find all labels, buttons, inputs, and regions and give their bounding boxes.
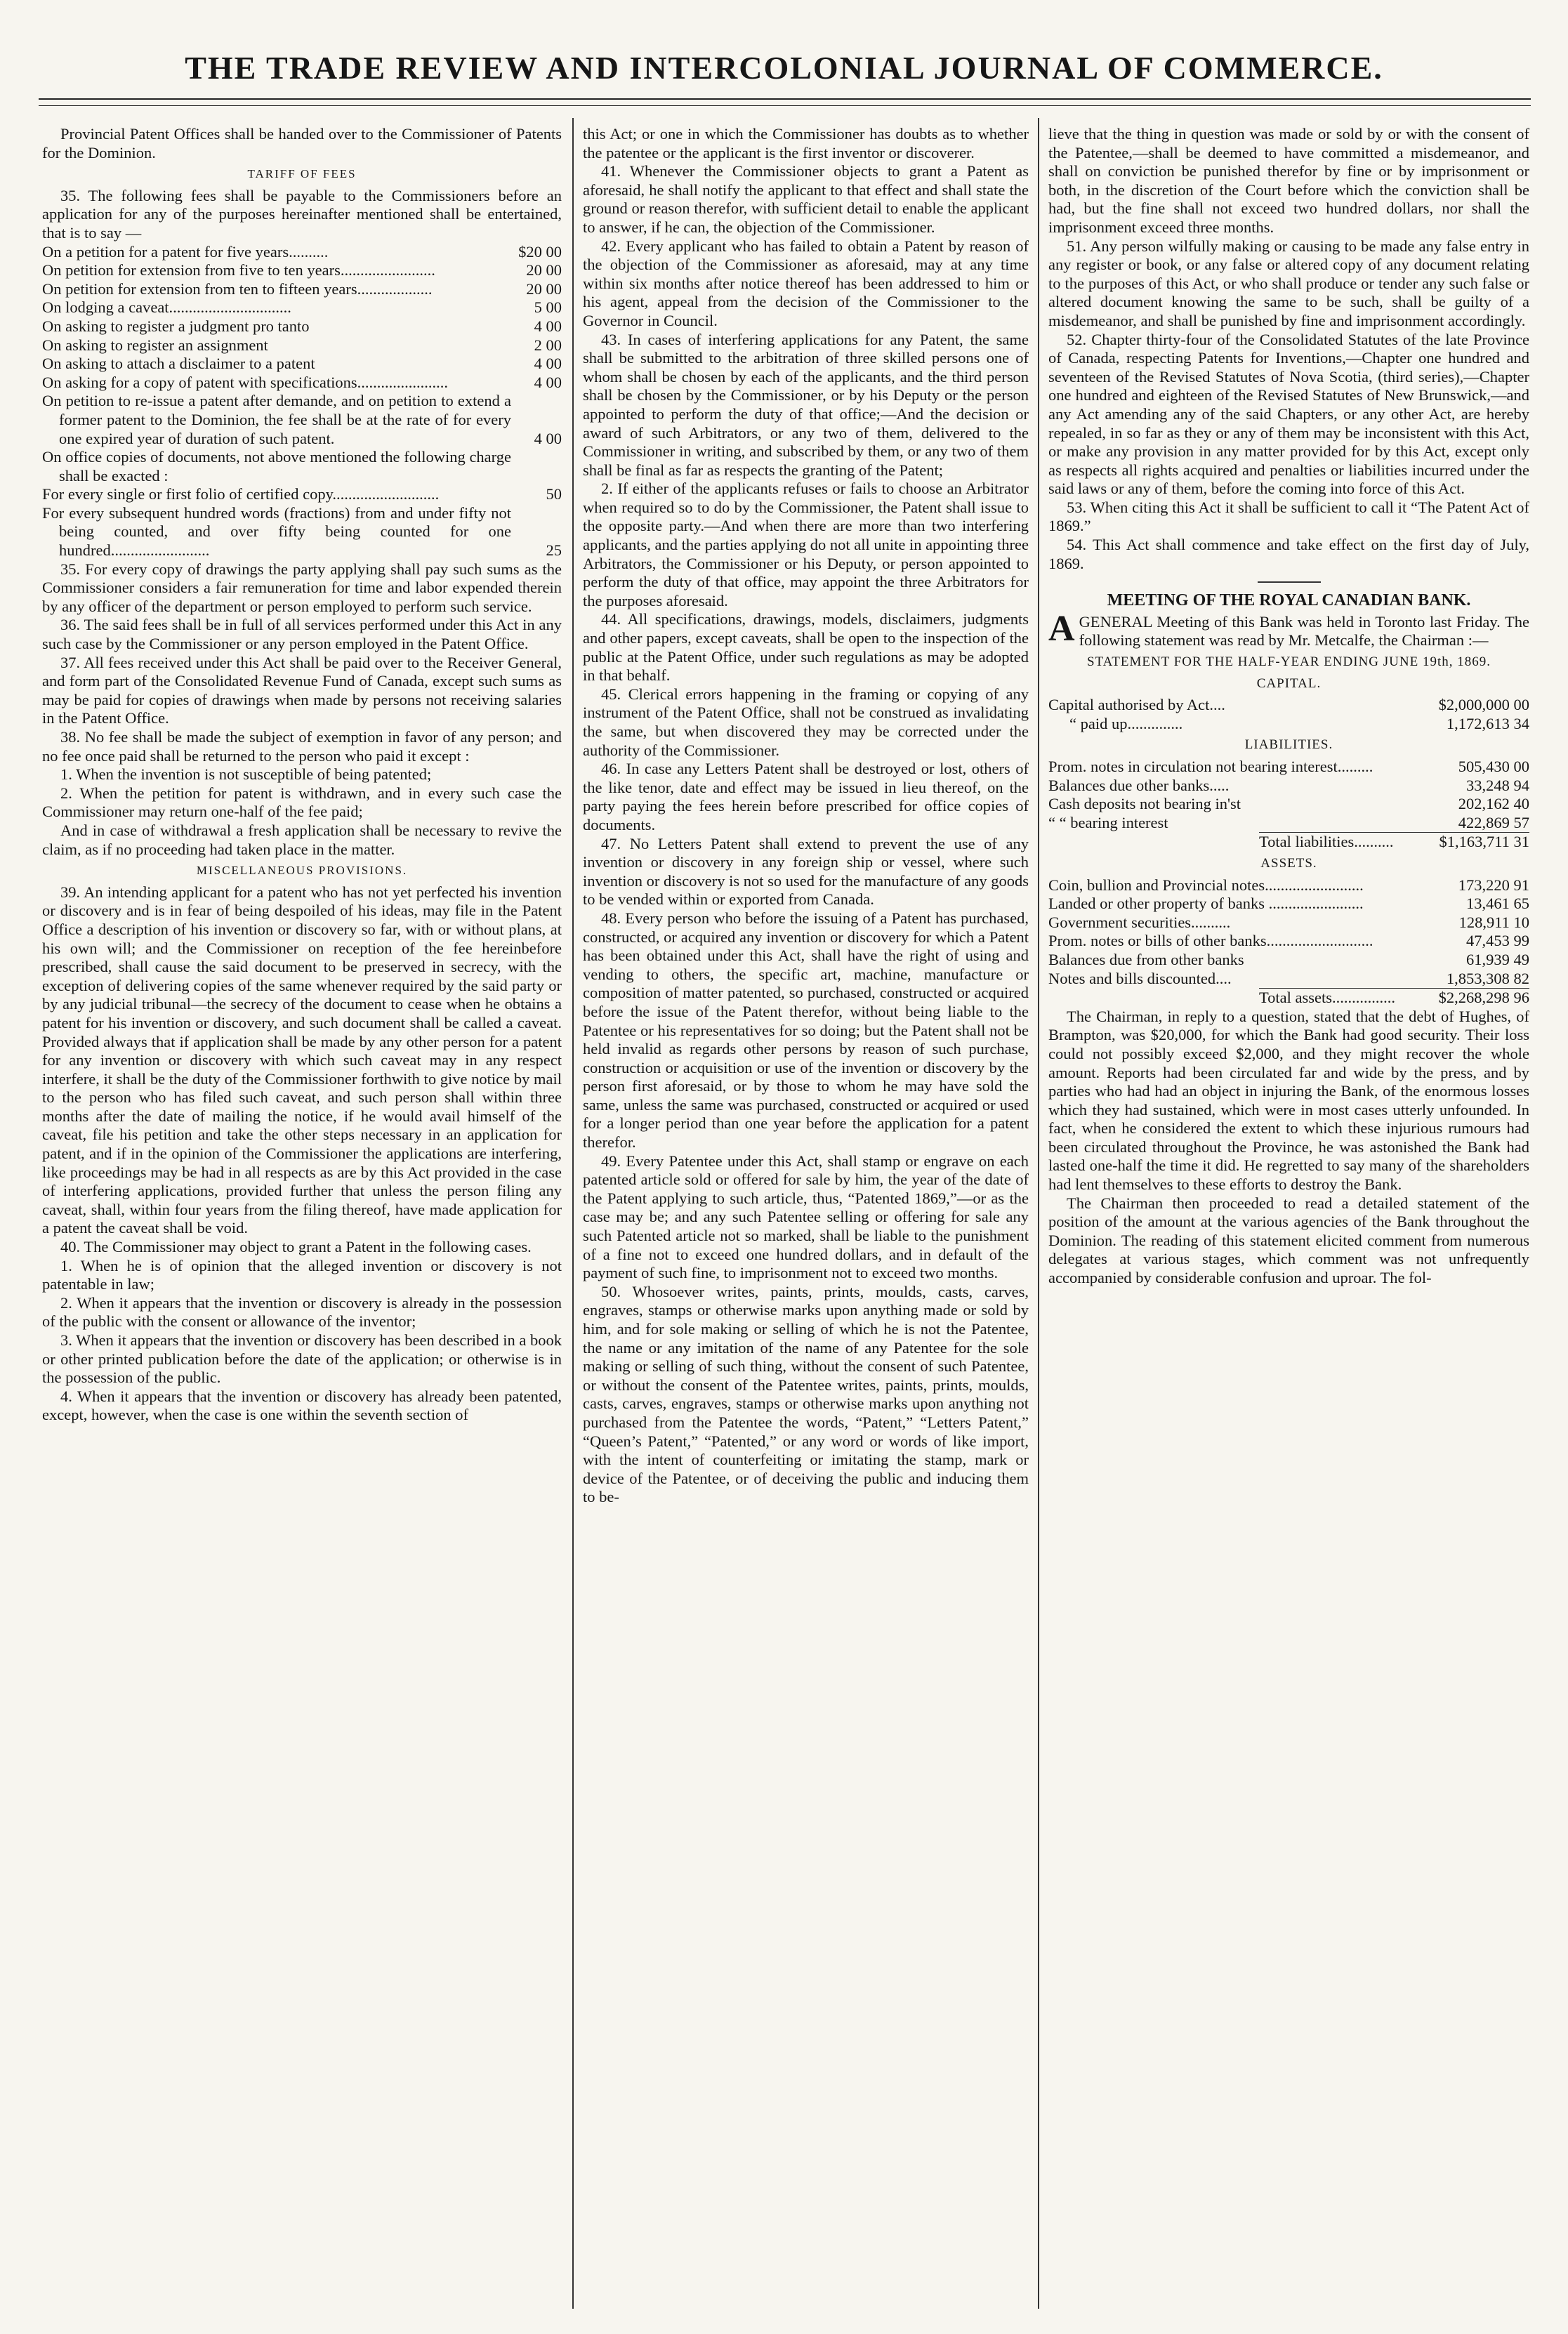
section-46: 46. In case any Letters Patent shall be destroyed or lost, others of the like tenor, date and effect may be issued in lieu thereof, on the party paying the fees herein before prescribed for office copies of documents. [583,760,1029,833]
fee-row: On a petition for a patent for five years.......... $20 00 [42,242,562,261]
section-40-4: 4. When it appears that the invention or discovery has already been patented, except, however, when the case is one within the seventh section of [42,1387,562,1424]
balance-row: Balances due other banks..... 33,248 94 [1048,776,1529,794]
balance-row: “ paid up.............. 1,172,613 34 [1069,714,1529,732]
column-left [42,125,562,2309]
liabilities-heading: LIABILITIES. [1244,737,1333,753]
column-divider-2 [1038,118,1039,2309]
section-42: 42. Every applicant who has failed to obtain a Patent by reason of the objection of the Commissioner as aforesaid, may at any time within six months after notice thereof has been addressed to him or his agent, appeal from the decision of the Commissioner to the Governor in Council. [583,237,1029,329]
section-37: 37. All fees received under this Act shall be paid over to the Receiver General, and form part of the Consolidated Revenue Fund of Canada, except such sums as may be paid for copies of drawings when made by persons not receiving salaries in the Patent Office. [42,653,562,727]
column-middle [583,125,1029,2309]
section-44: 44. All specifications, drawings, models, disclaimers, judgments and other papers, except caveats, shall be open to the inspection of the public at the Patent Office, under such regulations as may be adopted in that behalf. [583,610,1029,685]
fee-row: On petition for extension from ten to fifteen years................... 20 00 [42,279,562,298]
section-43-2: 2. If either of the applicants refuses or fails to choose an Arbitrator when required so to do by the Commissioner, the Patent shall issue to the opposite party.—And when there are more than two interfering applicants, and the parties applying do not all unite in appointing three Arbitrators, the Commissioner or his Deputy, or person appointed to perform the duty of that office, may appoint the three Arbitrators for the purposes aforesaid. [583,480,1029,609]
section-48: 48. Every person who before the issuing of a Patent has purchased, constructed, or acquired any invention or discovery for which a Patent has been obtained under this Act, shall have the right of using and vending to others, the specific art, machine, manufacture or composition of matter patented, so purchased, constructed or acquired before the issue of the Patent therefor, without being liable to the Patentee or his representatives for so doing; but the Patent shall not be held invalid as regards other persons by reason of such purchase, construction or acquisition or use of the invention or discovery by the person first aforesaid, or by those to whom he may have sold the same, unless the same was purchased, constructed or acquired or used for a longer period than one year before the application for a patent therefor. [583,909,1029,1152]
fee-table [42,243,562,560]
section-49: 49. Every Patentee under this Act, shall stamp or engrave on each patented article sold or offered for sale by him, the year of the date of the Patent applying to such article, thus, “Patented 1869,”—or as the case may be; and any such Patentee selling or offering for sale any such Patented article not so marked, shall be liable to the punishment of a fine not to exceed one hundred dollars, and in default of the payment of such fine, to imprisonment not to exceed two months. [583,1152,1029,1282]
column-divider-1 [572,118,574,2309]
balance-row: “ “ bearing interest 422,869 57 [1048,813,1529,831]
paragraph-continued: lieve that the thing in question was made or sold by or with the consent of the Patentee,—shall be deemed to have committed a misdemeanor, and shall on conviction be punished therefor by fine or by imprisonment or both, in the discretion of the Court before which the conviction shall be had, but the fine shall not exceed two hundred dollars, nor shall the imprisonment exceed three months. [1048,125,1529,236]
section-separator [1258,581,1321,583]
section-38-3: And in case of withdrawal a fresh application shall be necessary to revive the claim, as if no proceeding had taken place in the matter. [42,821,562,858]
fee-row: On office copies of documents, not above mentioned the following charge shall be exacted : [42,448,511,484]
section-38-1: 1. When the invention is not susceptible of being patented; [60,765,432,784]
tariff-heading: TARIFF OF FEES [247,167,357,181]
balance-row: Prom. notes in circulation not bearing interest......... 505,430 00 [1048,758,1529,775]
fee-row: On asking for a copy of patent with specifications....................... 4 00 [42,373,562,391]
balance-row: Balances due from other banks 61,939 49 [1048,950,1529,968]
paragraph-chairman-statement: The Chairman then proceeded to read a detailed statement of the position of the amount at the various agencies of the Bank throughout the Dominion. The reading of this statement elicited comment from numerous delegates at various stages, which comment was not unfrequently accompanied by considerable confusion and uproar. The fol- [1048,1194,1529,1287]
section-41: 41. Whenever the Commissioner objects to grant a Patent as aforesaid, he shall notify the applicant to that effect and shall state the ground or reason therefor, with sufficient detail to enable the applicant to answer, if he can, the objection of the Commissioner. [583,162,1029,236]
section-40: 40. The Commissioner may object to grant a Patent in the following cases. [60,1238,532,1256]
section-38-2: 2. When the petition for patent is withdrawn, and in every such case the Commissioner may return one-half of the fee paid; [42,784,562,821]
paragraph-chairman-reply: The Chairman, in reply to a question, stated that the debt of Hughes, of Brampton, was $20,000, for which the Bank had good security. Their loss could not possibly exceed $2,000, and they might recover the whole amount. Reports had been circulated far and wide by the press, and by parties who had had an object in injuring the Bank, of the enormous losses which they had sustained, which were in most cases utterly unfounded. In fact, when he considered the extent to which these injurious rumours had been circulated throughout the Province, he was astonished the Bank had lasted one-half the time it did. He regretted to say many of the shareholders had lent themselves to these efforts to destroy the Bank. [1048,1007,1529,1194]
paragraph-continued: this Act; or one in which the Commissioner has doubts as to whether the patentee or the applicant is the first inventor or discoverer. [583,125,1029,161]
section-38: 38. No fee shall be made the subject of exemption in favor of any person; and no fee once paid shall be returned to the person who paid it except : [42,728,562,765]
capital-heading: CAPITAL. [1256,675,1322,691]
fee-row: On asking to register a judgment pro tanto 4 00 [42,317,562,335]
section-47: 47. No Letters Patent shall extend to prevent the use of any invention or discovery in any foreign ship or vessel, where such invention or discovery is not so used for the manufacture of any goods to be vended within or exported from Canada. [583,834,1029,909]
statement-heading: STATEMENT FOR THE HALF-YEAR ENDING JUNE 19th, 1869. [1087,654,1491,670]
fee-row: On lodging a caveat............................... 5 00 [42,298,562,317]
balance-row: Landed or other property of banks ........................ 13,461 65 [1048,895,1529,913]
fee-row: For every subsequent hundred words (fractions) from and under fifty not being counted, and over fifty being counted for one hundred......................... 25 [42,503,562,560]
fee-row: For every single or first folio of certified copy........................... 50 [42,485,562,503]
balance-row: Notes and bills discounted.... 1,853,308 82 [1048,969,1529,987]
masthead-rule-thin [39,105,1531,106]
section-35b: 35. For every copy of drawings the party applying shall pay such sums as the Commissioner considers a fair remuneration for time and labor expended therein by any officer of the department or person employed to perform such service. [42,560,562,615]
section-39: 39. An intending applicant for a patent who has not yet perfected his invention or discovery and is in fear of being despoiled of his ideas, may file in the Patent Office a description of his invention or discovery so far, with or without plans, at his own will; and the Commissioner on reception of the fee hereinbefore prescribed, shall cause the said document to be preserved in secrecy, with the exception of delivering copies of the same whenever required by the said party or by any judicial tribunal—the secrecy of the document to cease when he obtains a patent for his invention or discovery, and such document shall be called a caveat. Provided always that if application shall be made by any other person for a patent for any invention or discovery with which such caveat may in any respect interfere, it shall be the duty of the Commissioner forthwith to give notice by mail to the person who has filed such caveat, and such person shall within three months after the date of mailing the notice, if he would avail himself of the caveat, file his petition and take the other steps necessary in an application for patent, and if in the opinion of the Commissioner the applications are interfering, like proceedings may be had in all respects as are by this Act provided in the case of interfering applications, provided further that unless the person filing any caveat, shall, within four years from the filing thereof, have made application for a patent the caveat shall be void. [42,883,562,1237]
section-40-3: 3. When it appears that the invention or discovery has been described in a book or other printed publication before the date of the application; or otherwise is in the possession of the public. [42,1331,562,1387]
masthead-rule [39,98,1531,100]
section-40-1: 1. When he is of opinion that the alleged invention or discovery is not patentable in law; [42,1256,562,1293]
column-right [1048,125,1529,2309]
section-53: 53. When citing this Act it shall be sufficient to call it “The Patent Act of 1869.” [1048,498,1529,535]
balance-row: Government securities.......... 128,911 10 [1048,913,1529,931]
fee-row: On asking to register an assignment 2 00 [42,336,562,354]
fee-row: On petition for extension from five to ten years........................ 20 00 [42,261,562,279]
assets-heading: ASSETS. [1260,855,1317,871]
section-35: 35. The following fees shall be payable to the Commissioners before an application for any of the purposes hereinafter mentioned shall be entertained, that is to say — [42,186,562,242]
section-52: 52. Chapter thirty-four of the Consolidated Statutes of the late Province of Canada, respecting Patents for Inventions,—Chapter one hundred and seventeen of the Revised Statutes of Nova Scotia, (third series),—Chapter one hundred and eighteen of the Revised Statutes of New Brunswick,—and any Act amending any of the said Chapters, or any other Act, are hereby repealed, in so far as they or any of them may be inconsistent with this Act, or make any provision in any matter provided for by this Act, except only as respects all rights acquired and penalties or liabilities incurred under the said laws or any of them, before the coming into force of this Act. [1048,330,1529,498]
balance-row: Prom. notes or bills of other banks........................... 47,453 99 [1048,932,1529,950]
balance-row: Capital authorised by Act.... $2,000,000 00 [1048,696,1529,714]
section-50: 50. Whosoever writes, paints, prints, moulds, casts, carves, engraves, stamps or otherwise marks upon anything made or sold by him, and for sole making or selling of which he is not the Patentee, the name or any imitation of the name of any Patentee for the sole making or selling of such thing, without the consent of such Patentee, or without the consent of the Patentee writes, paints, prints, moulds, casts, carves, engraves, stamps or otherwise marks upon anything not purchased from the Patentee the words, “Patent,” “Letters Patent,” “Queen’s Patent,” “Patented,” or any word or words of like import, with the intent of counterfeiting or imitating the stamp, mark or device of the Patentee, or of deceiving the public and inducing them to be- [583,1282,1029,1506]
total-liabilities-row: Total liabilities.......... $1,163,711 31 [1259,833,1529,851]
masthead-title: THE TRADE REVIEW AND INTERCOLONIAL JOURNAL OF COMMERCE. [185,50,1383,86]
section-36: 36. The said fees shall be in full of all services performed under this Act in any such case by the Commissioner or any person employed in the Patent Office. [42,616,562,653]
section-54: 54. This Act shall commence and take effect on the first day of July, 1869. [1048,536,1529,572]
balance-row: Coin, bullion and Provincial notes......................... 173,220 91 [1048,876,1529,894]
fee-row: On asking to attach a disclaimer to a patent 4 00 [42,355,562,373]
balance-row: Cash deposits not bearing in'st 202,162 40 [1048,795,1529,813]
misc-heading: MISCELLANEOUS PROVISIONS. [196,864,408,878]
section-40-2: 2. When it appears that the invention or discovery is already in the possession of the public with the consent or allowance of the inventor; [42,1293,562,1331]
paragraph-intro: Provincial Patent Offices shall be handed over to the Commissioner of Patents for the Dominion. [42,125,562,161]
section-43: 43. In cases of interfering applications for any Patent, the same shall be submitted to the arbitration of three skilled persons one of whom shall be chosen by each of the applicants, and the third person shall be chosen by the Commissioner, or by his Deputy or the person appointed to perform the duty of that office;—And the decision or award of such Arbitrators, or any two of them, delivered to the Commissioner in writing, and subscribed by them, or any two of them shall be final as far as respects the granting of the Patent; [583,330,1029,479]
total-assets-row: Total assets................ $2,268,298 96 [1259,989,1529,1007]
section-51: 51. Any person wilfully making or causing to be made any false entry in any register or book, or any false or altered copy of any document relating to the purposes of this Act, or who shall produce or tender any such false or altered document knowing the same to be such, shall be guilty of a misdemeanor, and shall be punished by fine and imprisonment accordingly. [1048,237,1529,329]
fee-row: On petition to re-issue a patent after demande, and on petition to extend a former patent to the Dominion, the fee shall be at the rate of for every one expired year of duration of such patent. 4 00 [42,392,562,447]
bank-article-intro: AGENERAL Meeting of this Bank was held in Toronto last Friday. The following statement was read by Mr. Metcalfe, the Chairman :— [1048,608,1529,650]
section-45: 45. Clerical errors happening in the framing or copying of any instrument of the Patent Office, shall not be construed as invalidating the same, but when discovered they may be corrected under the authority of the Commissioner. [583,685,1029,759]
bank-article-title: MEETING OF THE ROYAL CANADIAN BANK. [1107,591,1471,610]
